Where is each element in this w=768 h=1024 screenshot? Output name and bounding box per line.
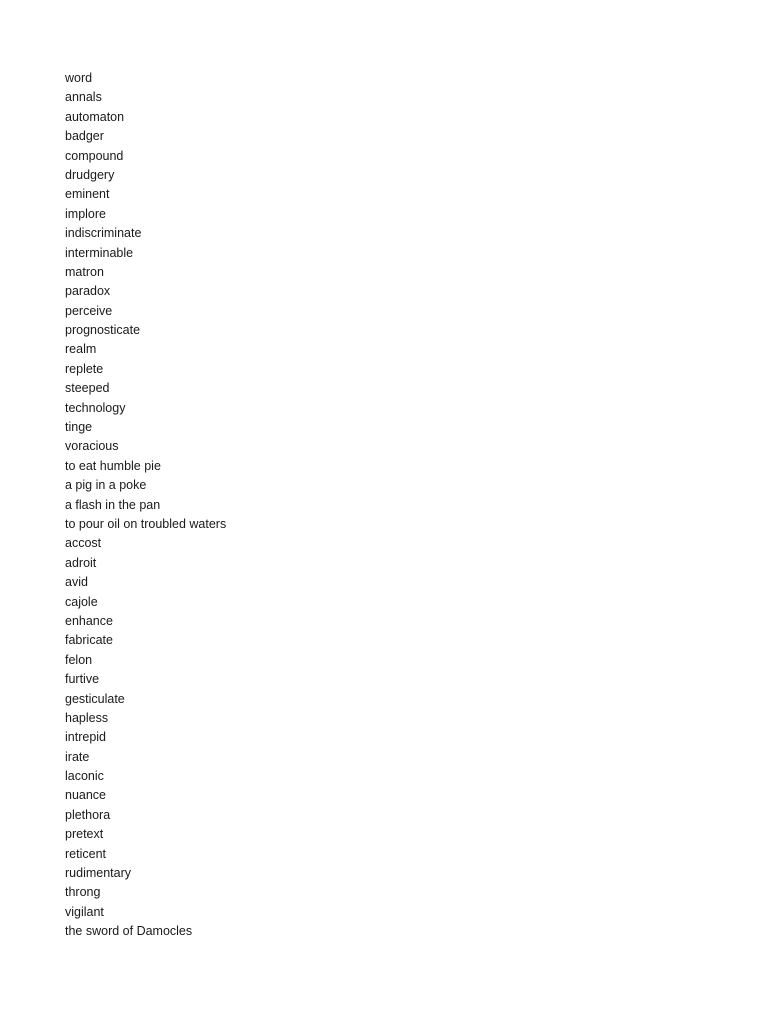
word-list-item: technology (65, 400, 126, 415)
word-list-item: felon (65, 652, 93, 667)
word-list-item: matron (65, 264, 104, 279)
word-list-item: paradox (65, 284, 111, 299)
word-list-item: the sword of Damocles (65, 924, 193, 939)
word-list-item: laconic (65, 769, 104, 784)
word-list-item: rudimentary (65, 866, 131, 881)
word-list-item: voracious (65, 439, 119, 454)
word-list-item: throng (65, 885, 101, 900)
word-list-item: cajole (65, 594, 98, 609)
word-list-item: compound (65, 148, 124, 163)
word-list-item: pretext (65, 827, 104, 842)
word-list-item: indiscriminate (65, 226, 142, 241)
word-list-item: to eat humble pie (65, 458, 161, 473)
word-list-item: implore (65, 206, 106, 221)
word-list-item: automaton (65, 109, 125, 124)
word-list-item: avid (65, 575, 88, 590)
word-list-item: nuance (65, 788, 107, 803)
word-list-item: realm (65, 342, 97, 357)
word-list-item: a flash in the pan (65, 497, 161, 512)
word-list-item: vigilant (65, 904, 104, 919)
word-list-item: plethora (65, 807, 111, 822)
word-list-item: annals (65, 90, 102, 105)
word-list-item: adroit (65, 555, 97, 570)
word-list-item: badger (65, 129, 104, 144)
word-list-item: replete (65, 361, 104, 376)
word-list-item: reticent (65, 846, 106, 861)
word-list-item: furtive (65, 672, 100, 687)
word-list-item: steeped (65, 381, 110, 396)
word-list-item: interminable (65, 245, 134, 260)
word-list-item: a pig in a poke (65, 478, 147, 493)
word-list-item: word (65, 71, 93, 85)
word-list-item: to pour oil on troubled waters (65, 516, 227, 531)
word-list-item: perceive (65, 303, 113, 318)
word-list (65, 69, 226, 942)
word-list-item: enhance (65, 613, 113, 628)
word-list-item: eminent (65, 187, 110, 202)
word-list-item: hapless (65, 710, 109, 725)
word-list-item: prognosticate (65, 323, 141, 338)
word-list-item: fabricate (65, 633, 113, 648)
word-list-item: irate (65, 749, 90, 764)
word-list-item: accost (65, 536, 102, 551)
word-list-item: drudgery (65, 167, 115, 182)
word-list-item: gesticulate (65, 691, 125, 706)
word-list-item: intrepid (65, 730, 106, 745)
word-list-item: tinge (65, 420, 93, 435)
